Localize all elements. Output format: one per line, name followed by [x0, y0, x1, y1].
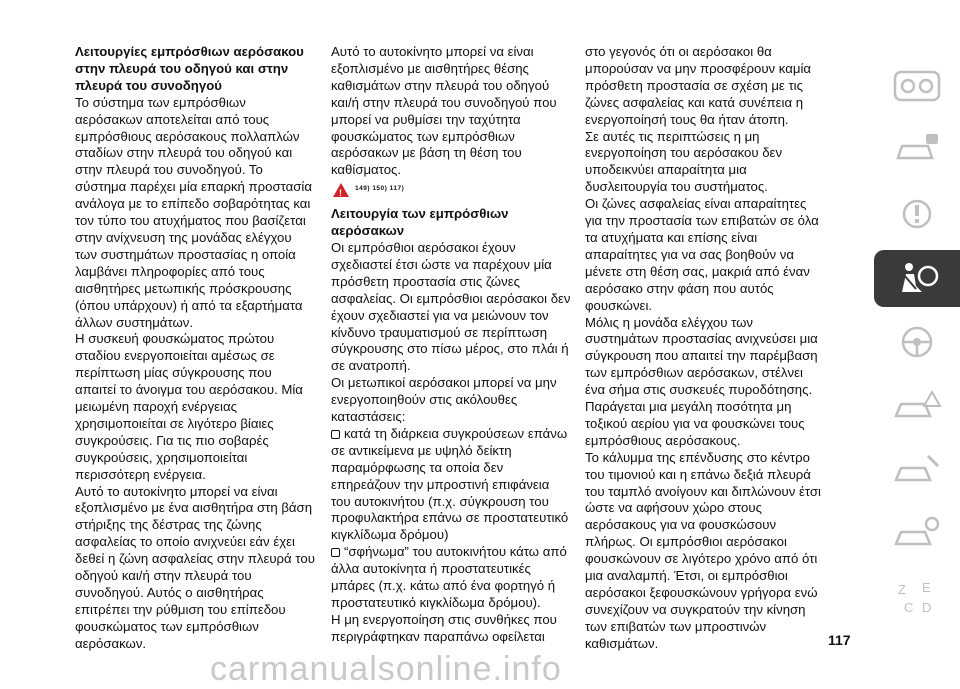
paragraph: Οι μετωπικοί αερόσακοι μπορεί να μην ενεργοποιηθούν στις ακόλουθες καταστάσεις:	[331, 375, 557, 425]
watermark: carmanualsonline.info	[210, 650, 562, 688]
steering-wheel-icon	[892, 322, 942, 362]
technical-data-icon	[892, 514, 942, 554]
paragraph: Αυτό το αυτοκίνητο μπορεί να είναι εξοπλισμένο με αισθητήρες θέσης καθισμάτων στην πλευρά του οδηγού και/ή στην πλευρά του συνοδηγού που μπορεί να ρυθμίσει την ταχύτητα φουσκώματος των εμπρόσθιων αερόσακων με βάση τη θέση του καθίσματος.	[331, 44, 557, 178]
page-number: 117	[828, 632, 851, 648]
svg-text:E: E	[922, 580, 931, 595]
bullet-square-icon	[331, 548, 340, 557]
paragraph: Μόλις η μονάδα ελέγχου των συστημάτων προστασίας ανιχνεύσει μια σύγκρουση που απαιτεί την παρέμβαση των εμπρόσθιων αερόσακων, στέλνει ένα σήμα στις συσκευές πυροδότησης. Παράγεται μια μεγάλη ποσότητα μη τοξικού αερίου για να φουσκώνει τους εμπρόσθιους αερόσακους.	[585, 314, 818, 448]
car-warning-icon	[892, 386, 942, 426]
section-heading: Λειτουργίες εμπρόσθιων αερόσακου στην πλευρά του οδηγού και στην πλευρά του συνοδηγού	[75, 44, 304, 93]
text-column-2	[331, 44, 571, 646]
section-heading: Λειτουργία των εμπρόσθιων αερόσακων	[331, 206, 509, 239]
paragraph: Η συσκευή φουσκώματος πρώτου σταδίου ενεργοποιείται αμέσως σε περίπτωση μίας σύγκρουσης που απαιτεί το άνοιγμα του αερόσακου. Μία μειωμένη παροχή ενέργειας χρησιμοποιείται σε λιγότερο βίαιες συγκρούσεις. Για τις πιο σοβαρές συγκρούσεις, χρησιμοποιείται περισσότερη ενέργεια.	[75, 331, 303, 482]
text-column-3	[585, 44, 825, 653]
car-lock-icon	[892, 130, 942, 170]
warning-triangle-icon	[333, 183, 349, 197]
paragraph: Σε αυτές τις περιπτώσεις η μη ενεργοποίηση του αερόσακου δεν υποδεικνύει απαραίτητα μια δυσλειτουργία του συστήματος.	[585, 128, 783, 195]
tab-safety[interactable]	[874, 250, 960, 307]
tab-starting-driving[interactable]	[874, 314, 960, 371]
svg-text:Z: Z	[898, 582, 906, 597]
paragraph: στο γεγονός ότι οι αερόσακοι θα μπορούσαν να μην προσφέρουν καμία πρόσθετη προστασία σε σχέση με τις ζώνες ασφαλείας και κατά συνέπεια η ενεργοποίησή τους θα ήταν άτοπη.	[585, 44, 812, 127]
car-dashboard-icon	[892, 66, 942, 106]
text-column-1	[75, 44, 315, 653]
paragraph: Αυτό το αυτοκίνητο μπορεί να είναι εξοπλισμένο με ένα αισθητήρα στη βάση στήριξης της δέστρας της ζώνης ασφαλείας το οποίο ανιχνεύει εάν έχει δεθεί η ζώνη ασφαλείας στην πλευρά του οδηγού και/ή στην πλευρά του συνοδηγού. Αυτός ο αισθητήρας επιτρέπει την ρύθμιση του επίπεδου φουσκώματος των εμπρόσθιων αερόσακων.	[75, 483, 315, 651]
index-abc-icon	[892, 578, 942, 618]
paragraph: Οι ζώνες ασφαλείας είναι απαραίτητες για την προστασία των επιβατών σε όλα τα ατυχήματα και επίσης είναι απαραίτητες για να σας βοηθούν να μένετε στη θέση σας, μακριά από έναν αερόσακο στην φάση που αυτός φουσκώνει.	[585, 196, 819, 313]
tab-maintenance[interactable]	[874, 442, 960, 499]
bullet-item	[331, 426, 571, 544]
wrench-car-icon	[892, 450, 942, 490]
tab-index[interactable]	[874, 570, 960, 627]
tab-lock[interactable]	[874, 122, 960, 179]
tab-technical-data[interactable]	[874, 506, 960, 563]
paragraph: Το σύστημα των εμπρόσθιων αερόσακων αποτελείται από τους εμπρόσθιους αερόσακους πολλαπλών σταδίων στην πλευρά του οδηγού και στην πλευρά του συνοδηγού. Το σύστημα παρέχει μία επαρκή προστασία ανάλογα με το επίπεδο σοβαρότητας και τον τύπο του ατυχήματος που βασίζεται στην ανίχνευση της μονάδας ελέγχου των συστημάτων προστασίας η οποία λαμβάνει πληροφορίες από τους αισθητήρες μετωπικής πρόσκρουσης (όπου υπάρχουν) ή από τα εξαρτήματα άλλων συστημάτων.	[75, 94, 312, 330]
bullet-item	[331, 544, 571, 612]
paragraph: Το κάλυμμα της επένδυσης στο κέντρο του τιμονιού και η επάνω δεξιά πλευρά του ταμπλό ανοίγουν και διπλώνουν έτσι ώστε να αφήσουν χώρο στους αερόσακους για να φουσκώσουν πλήρως. Οι εμπρόσθιοι αερόσακοι φουσκώνουν σε λιγότερο χρόνο από ότι μια αναλαμπή. Έτσι, οι εμπρόσθιοι αερόσακοι ξεφουσκώνουν γρήγορα ενώ συνεχίζουν να συγκρατούν την κίνηση των επιβατών των μπροστινών καθισμάτων.	[585, 449, 821, 651]
paragraph: Οι εμπρόσθιοι αερόσακοι έχουν σχεδιαστεί έτσι ώστε να παρέχουν μία πρόσθετη προστασία στις ζώνες ασφαλείας. Οι εμπρόσθιοι αερόσακοι δεν έχουν σχεδιαστεί για να μειώνουν τον κίνδυνο τραυματισμού σε περίπτωση σύγκρουσης στο πίσω μέρος, στο πλάι ή σε ανατροπή.	[331, 239, 571, 374]
tab-dashboard[interactable]	[874, 58, 960, 115]
bullet-text: κατά τη διάρκεια συγκρούσεων επάνω σε αντικείμενα με υψηλό δείκτη παραμόρφωσης τα οποία δεν επηρεάζουν την μπροστινή επιφάνεια του αυτοκινήτου (π.χ. σύγκρουση του προφυλακτήρα επάνω σε προστατευτικό κιγκλίδωμα δρόμου)	[331, 425, 569, 543]
svg-text:C: C	[904, 600, 914, 615]
tab-warning-lights[interactable]	[874, 186, 960, 243]
reference-numbers: 149) 150) 117)	[355, 185, 405, 193]
tab-emergency[interactable]	[874, 378, 960, 435]
warning-light-icon	[892, 194, 942, 234]
warning-references	[333, 181, 571, 198]
airbag-safety-icon	[892, 258, 942, 298]
svg-text:D: D	[922, 600, 932, 615]
chapter-tabs	[874, 58, 960, 634]
bullet-text: “σφήνωμα” του αυτοκινήτου κάτω από άλλα αυτοκίνητα ή προστατευτικές μπάρες (π.χ. κάτω από ένα φορτηγό ή προστατευτικό κιγκλίδωμα δρόμου).	[331, 544, 567, 610]
paragraph: Η μη ενεργοποίηση στις συνθήκες που περιγράφτηκαν παραπάνω οφείλεται	[331, 611, 557, 644]
bullet-square-icon	[331, 430, 340, 439]
